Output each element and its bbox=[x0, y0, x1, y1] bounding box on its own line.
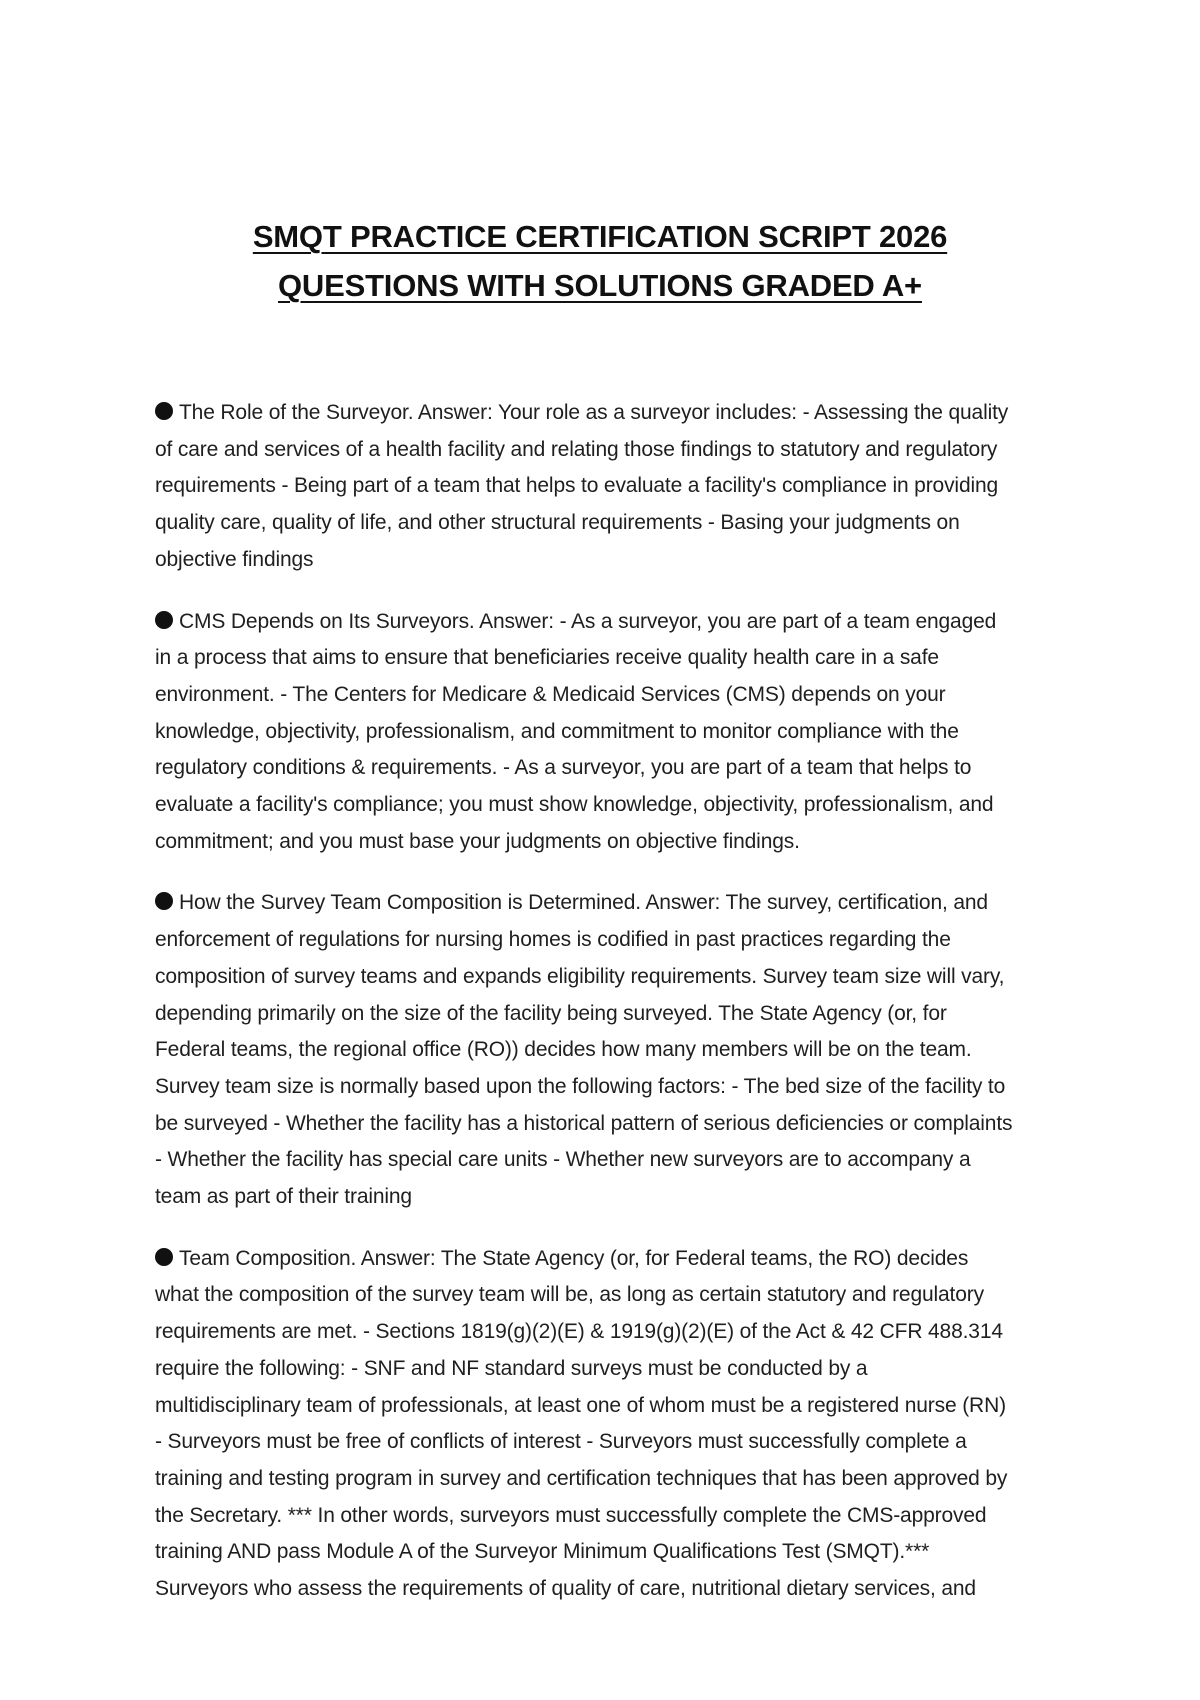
qa-item-team-composition-determined bbox=[155, 885, 1055, 1215]
qa-line: requirements are met. - Sections 1819(g)(2)(E) & 1919(g)(2)(E) of the Act & 42 CFR 488.314 bbox=[155, 1320, 1003, 1344]
qa-line: of care and services of a health facility and relating those findings to statutory and regulatory bbox=[155, 437, 998, 461]
qa-line: evaluate a facility's compliance; you must show knowledge, objectivity, professionalism, and bbox=[155, 793, 994, 817]
qa-line: training AND pass Module A of the Surveyor Minimum Qualifications Test (SMQT).*** bbox=[155, 1540, 930, 1564]
qa-line: Federal teams, the regional office (RO)) decides how many members will be on the team. bbox=[155, 1038, 972, 1062]
qa-item-cms-depends bbox=[155, 604, 1055, 861]
qa-line: regulatory conditions & requirements. - As a surveyor, you are part of a team that helps to bbox=[155, 756, 972, 780]
qa-line: - Surveyors must be free of conflicts of interest - Surveyors must successfully complete a bbox=[155, 1430, 967, 1454]
qa-line: environment. - The Centers for Medicare & Medicaid Services (CMS) depends on your bbox=[155, 682, 946, 706]
document-title bbox=[0, 212, 1200, 310]
bullet-icon bbox=[155, 1248, 173, 1266]
qa-line: depending primarily on the size of the facility being surveyed. The State Agency (or, for bbox=[155, 1001, 947, 1025]
qa-line: in a process that aims to ensure that beneficiaries receive quality health care in a safe bbox=[155, 646, 939, 670]
qa-line: How the Survey Team Composition is Determined. Answer: The survey, certification, and bbox=[155, 885, 1055, 922]
qa-line: The Role of the Surveyor. Answer: Your role as a surveyor includes: - Assessing the quality bbox=[155, 395, 1055, 432]
bullet-icon bbox=[155, 402, 173, 420]
qa-list bbox=[155, 395, 1055, 1633]
qa-line: Surveyors who assess the requirements of quality of care, nutritional dietary services, and bbox=[155, 1577, 976, 1601]
qa-line: objective findings bbox=[155, 547, 314, 571]
qa-line: knowledge, objectivity, professionalism, and commitment to monitor compliance with the bbox=[155, 719, 959, 743]
qa-line: require the following: - SNF and NF standard surveys must be conducted by a bbox=[155, 1356, 868, 1380]
qa-item-role-of-surveyor bbox=[155, 395, 1055, 579]
qa-line: multidisciplinary team of professionals, at least one of whom must be a registered nurse (RN) bbox=[155, 1393, 1006, 1417]
qa-line: team as part of their training bbox=[155, 1185, 412, 1209]
qa-line: composition of survey teams and expands eligibility requirements. Survey team size will vary, bbox=[155, 964, 1005, 988]
qa-line: the Secretary. *** In other words, surveyors must successfully complete the CMS-approved bbox=[155, 1503, 987, 1527]
bullet-icon bbox=[155, 892, 173, 910]
qa-line: requirements - Being part of a team that helps to evaluate a facility's compliance in providing bbox=[155, 474, 999, 498]
qa-item-team-composition bbox=[155, 1241, 1055, 1608]
qa-line: commitment; and you must base your judgments on objective findings. bbox=[155, 829, 800, 853]
qa-line: what the composition of the survey team will be, as long as certain statutory and regulatory bbox=[155, 1283, 984, 1307]
qa-line: CMS Depends on Its Surveyors. Answer: - As a surveyor, you are part of a team engaged bbox=[155, 604, 1055, 641]
qa-line: - Whether the facility has special care units - Whether new surveyors are to accompany a bbox=[155, 1148, 971, 1172]
qa-line: training and testing program in survey and certification techniques that has been approved by bbox=[155, 1466, 1008, 1490]
qa-line: Team Composition. Answer: The State Agency (or, for Federal teams, the RO) decides bbox=[155, 1241, 1055, 1278]
qa-line: Survey team size is normally based upon the following factors: - The bed size of the facility to bbox=[155, 1074, 1006, 1098]
title-line-2: QUESTIONS WITH SOLUTIONS GRADED A+ bbox=[278, 268, 922, 303]
qa-line: quality care, quality of life, and other structural requirements - Basing your judgments on bbox=[155, 511, 960, 535]
qa-line: enforcement of regulations for nursing homes is codified in past practices regarding the bbox=[155, 928, 951, 952]
title-line-1: SMQT PRACTICE CERTIFICATION SCRIPT 2026 bbox=[252, 219, 948, 254]
qa-line: be surveyed - Whether the facility has a historical pattern of serious deficiencies or complaints bbox=[155, 1111, 1013, 1135]
bullet-icon bbox=[155, 611, 173, 629]
